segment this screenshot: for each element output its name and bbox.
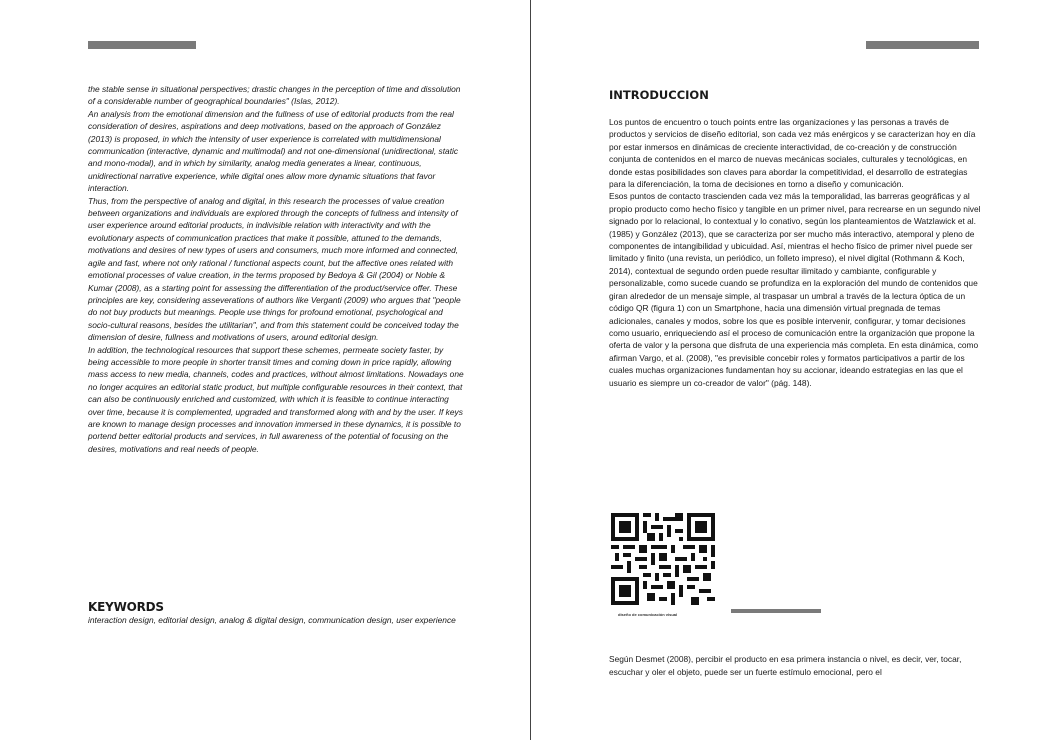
right-page [531,0,1045,740]
left-paragraph: In addition, the technological resources that support these schemes, permeate society faster, by being accessible to more people in shorter transit times and coming down in price rapidly, allowing mass access to new media, channels, codes and practices, without almost limitations. Nowadays one no longer acquires an editorial static product, but multiple configurable resources in their context, that can also be continuously enriched and customized, with which it is feasible to continue interacting over time, because it is complemented, upgraded and transformed along with and by the user. If keys are known to manage design processes and innovation immersed in these dynamics, it is possible to portend better editorial products and services, in full awareness of the potential of focusing on the desires, motivations and real needs of people. [88,344,464,454]
left-paragraph: the stable sense in situational perspectives; drastic changes in the perception of time and dissolution of a considerable number of geographical boundaries" (Islas, 2012). [88,84,461,107]
right-paragraph: Los puntos de encuentro o touch points entre las organizaciones y las personas a través de productos y servicios de diseño editorial, son cada vez más enérgicos y se caracterizan hoy en día por estar inmersos en dinámicas de creciente interactividad, de co-creación y de construcción conjunta de contenidos en el marco de nuevas mecánicas sociales, culturales y tecnológicas, en donde estas posibilidades son claves para abordar la competitividad, el desarrollo de estrategias para la diferenciación, la toma de decisiones en torno a diseño y comunicación. [609,117,976,190]
left-top-rule [88,41,196,49]
right-bottom-paragraph: Según Desmet (2008), percibir el producto en esa primera instancia o nivel, es decir, ver, tocar, escuchar y oler el objeto, puede ser un fuerte estímulo emocional, pero el [609,654,962,677]
intro-heading: INTRODUCCION [609,88,709,102]
left-body-text [88,83,466,455]
qr-caption: diseño de comunicación visual [618,612,678,617]
left-paragraph: An analysis from the emotional dimension and the fullness of use of editorial products from the real consideration of desires, aspirations and deep motivations, based on the approach of González (2013) is proposed, in which the intensity of user experience is correlated with multidimensional communication (interactive, dynamic and multimodal) and not one-dimensional (unidirectional, static and mono-modal), and in which by similarity, analog media generates a linear, continuous, unidirectional narrative experience, while digital ones allow more dynamic situations that favor interaction. [88,108,459,194]
keywords-heading: KEYWORDS [88,600,164,614]
right-paragraph: Esos puntos de contacto trascienden cada vez más la temporalidad, las barreras geográficas y al propio producto como hecho físico y tangible en un primer nivel, para recrearse en un segundo nivel signado por lo relacional, lo contextual y lo conativo, según los planteamientos de Watzlawick et al. (1985) y González (2013), que se caracteriza por ser mucho más interactivo, atemporal y pleno de componentes de intangibilidad y ubicuidad. Así, mientras el hecho físico de primer nivel puede ser limitado y finito (una revista, un periódico, un folleto impreso), el nivel digital (Rothmann & Koch, 2014), contextual de segundo orden puede resultar ilimitado y cambiante, configurable y personalizable, como sucede cuando se profundiza en la exploración del mundo de contenidos que giran alrededor de un mensaje simple, al traspasar un umbral a través de la lectura óptica de un código QR (figura 1) con un Smartphone, hacia una dimensión virtual pregnada de temas adicionales, canales y modos, sobre los que es posible intervenir, configurar, y tomar decisiones como usuario, enriqueciendo así el proceso de comunicación entre la organización que propone la oferta de valor y la persona que disfruta de una experiencia más completa. En esta dinámica, como afirman Vargo, et al. (2008), "es previsible concebir roles y formatos participativos a partir de los cuales muchas organizaciones fundamentan hoy su accionar, ideando estrategias en las que el usuario es siempre un co-creador de valor" (pág. 148). [609,191,981,388]
right-bottom-text [609,645,981,687]
right-body-text [609,116,981,389]
keywords-text: interaction design, editorial design, analog & digital design, communication design, user experience [88,615,456,625]
left-paragraph: Thus, from the perspective of analog and digital, in this research the processes of value creation between organizations and individuals are explored through the concepts of fullness and intensity of user experience around editorial products, in indivisible relation with interactivity and with the evolutionary aspects of communication practices that make it possible, attuned to the demands, motivations and desires of new types of users and consumers, much more informed and connected, agile and fast, where not only rational / functional aspects count, but the affective ones related with emotional processes of value creation, in the terms proposed by Bedoya & Gil (2004) or Noble & Kumar (2008), as a starting point for assessing the differentiation of the product/service offer. These principles are key, considering asseverations of authors like Verganti (2009) who argues that "people do not buy products but meanings. People use things for profound emotional, psychological and socio-cultural reasons, besides the utilitarian", and from this statement could be conceived today the dimension of desire, fullness and motivations of users, around editorial design. [88,195,461,343]
qr-code-icon [611,513,715,605]
figure-rule [731,609,821,613]
right-top-rule [866,41,979,49]
